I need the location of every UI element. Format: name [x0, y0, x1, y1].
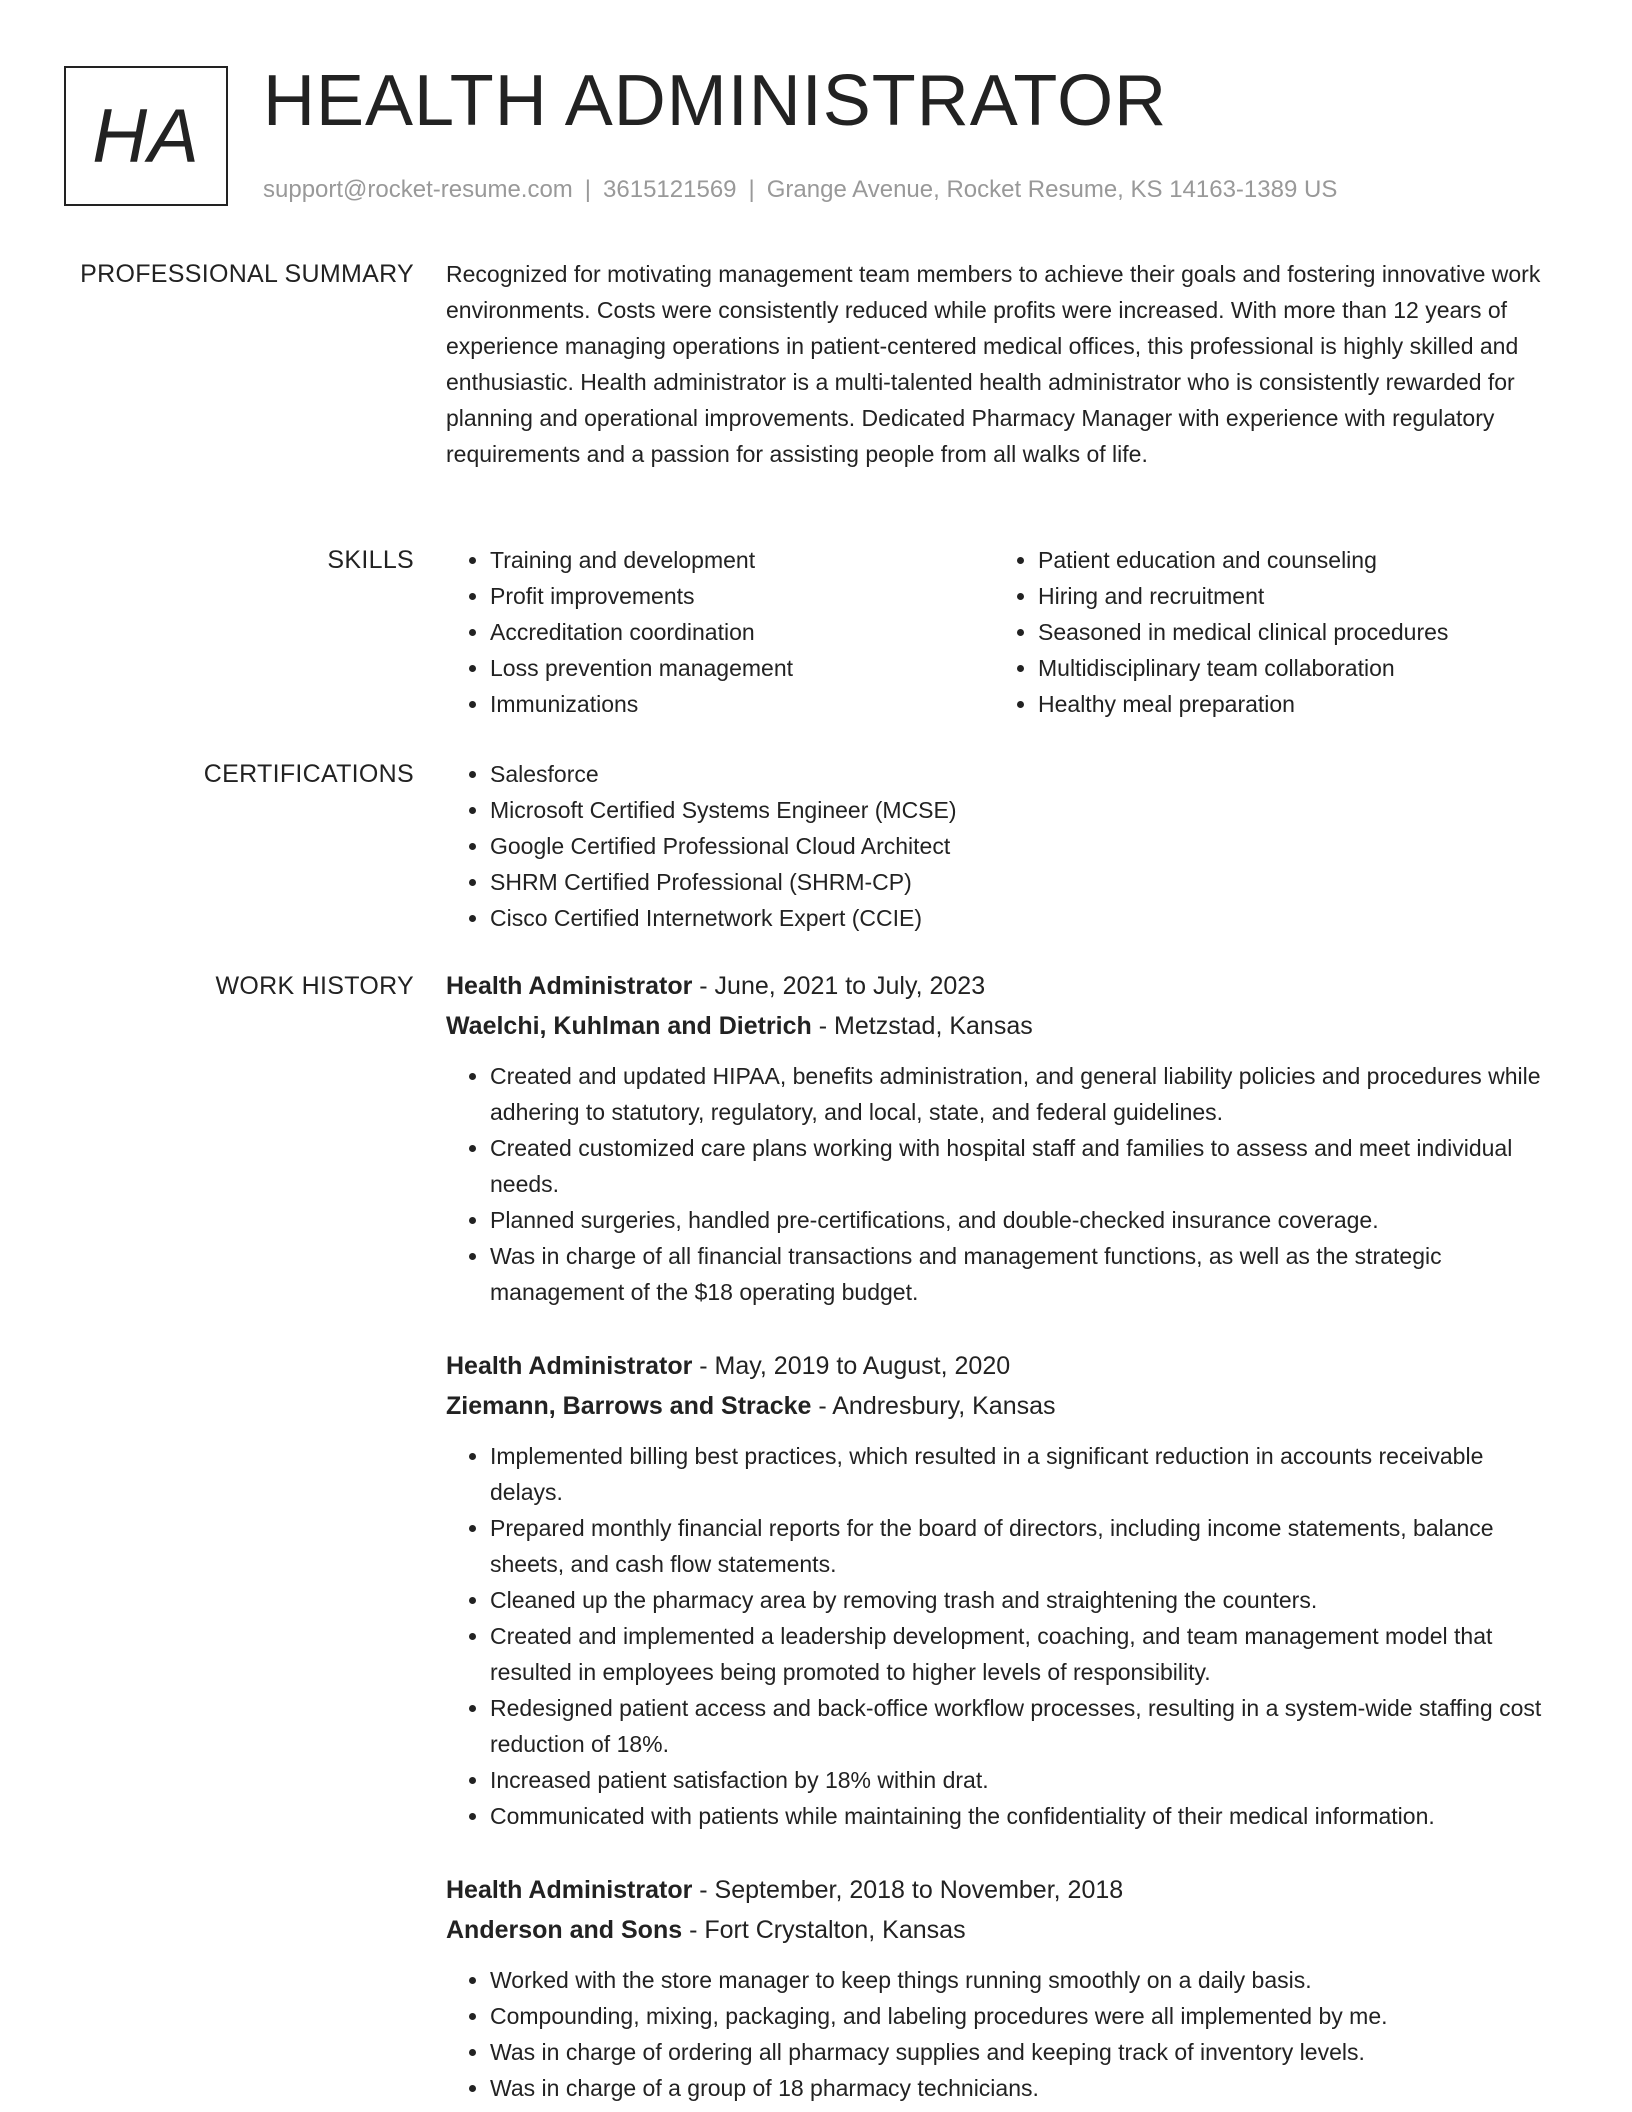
job-body	[446, 966, 1556, 1310]
summary-heading: PROFESSIONAL SUMMARY	[80, 260, 414, 288]
job-bullets	[446, 1438, 1556, 1834]
summary-body	[446, 256, 1556, 472]
contact-line	[263, 174, 1337, 206]
skills-list-right	[994, 542, 1542, 722]
resume-title: HEALTH ADMINISTRATOR	[263, 61, 1168, 141]
certification-item: • Google Certified Professional Cloud Architect	[490, 828, 1556, 864]
contact-email: support@rocket-resume.com	[263, 176, 573, 203]
skill-item: • Hiring and recruitment	[1038, 578, 1542, 614]
monogram-initials: HA	[92, 93, 200, 179]
job-body	[446, 1870, 1556, 2106]
job-bullet: • Planned surgeries, handled pre-certifications, and double-checked insurance coverage.	[490, 1202, 1556, 1238]
contact-separator: |	[584, 176, 592, 203]
job-company-line	[446, 1910, 1556, 1950]
skill-item: • Multidisciplinary team collaboration	[1038, 650, 1542, 686]
job-bullet: • Created customized care plans working with hospital staff and families to assess and meet individual needs.	[490, 1130, 1556, 1202]
skill-item: • Profit improvements	[490, 578, 994, 614]
job-bullets	[446, 1962, 1556, 2106]
job-bullet: • Communicated with patients while maintaining the confidentiality of their medical information.	[490, 1798, 1556, 1834]
job-title-line	[446, 1870, 1556, 1910]
skill-item: • Patient education and counseling	[1038, 542, 1542, 578]
skills-body	[446, 542, 1556, 722]
certifications-list	[446, 756, 1556, 936]
job-company-line	[446, 1006, 1556, 1046]
contact-address: Grange Avenue, Rocket Resume, KS 14163-1389 US	[766, 176, 1338, 203]
contact-phone: 3615121569	[603, 176, 737, 203]
skill-item: • Seasoned in medical clinical procedures	[1038, 614, 1542, 650]
job-title: Health Administrator	[446, 1352, 693, 1380]
job-dates: - June, 2021 to July, 2023	[692, 972, 986, 1000]
job-company-line	[446, 1386, 1556, 1426]
skills-heading: SKILLS	[327, 546, 414, 574]
contact-separator: |	[748, 176, 755, 203]
job-dates: - May, 2019 to August, 2020	[692, 1352, 1011, 1380]
job-bullet: • Was in charge of all financial transactions and management functions, as well as the strategic management of the $18 operating budget.	[490, 1238, 1556, 1310]
summary-text: Recognized for motivating management team members to achieve their goals and fostering innovative work environments. Costs were consistently reduced while profits were increased. With more than 12 years of experience managing operations in patient-centered medical offices, this professional is highly skilled and enthusiastic. Health administrator is a multi-talented health administrator who is consistently rewarded for planning and operational improvements. Dedicated Pharmacy Manager with experience with regulatory requirements and a passion for assisting people from all walks of life.	[446, 261, 1541, 467]
job-title: Health Administrator	[446, 1876, 693, 1904]
job-bullet: • Created and updated HIPAA, benefits administration, and general liability policies and procedures while adhering to statutory, regulatory, and local, state, and federal guidelines.	[490, 1058, 1556, 1130]
certifications-heading: CERTIFICATIONS	[203, 760, 414, 788]
job-location: - Metzstad, Kansas	[811, 1012, 1033, 1040]
skill-item: • Loss prevention management	[490, 650, 994, 686]
job-company: Waelchi, Kuhlman and Dietrich	[446, 1012, 812, 1040]
job-dates: - September, 2018 to November, 2018	[692, 1876, 1124, 1904]
job-bullets	[446, 1058, 1556, 1310]
monogram-box	[64, 66, 228, 206]
skill-item: • Training and development	[490, 542, 994, 578]
certification-item: • Salesforce	[490, 756, 1556, 792]
job-body	[446, 1346, 1556, 1834]
skill-item: • Healthy meal preparation	[1038, 686, 1542, 722]
skill-item: • Accreditation coordination	[490, 614, 994, 650]
job-bullet: • Was in charge of ordering all pharmacy supplies and keeping track of inventory levels.	[490, 2034, 1556, 2070]
job-bullet: • Compounding, mixing, packaging, and labeling procedures were all implemented by me.	[490, 1998, 1556, 2034]
job-bullet: • Cleaned up the pharmacy area by removing trash and straightening the counters.	[490, 1582, 1556, 1618]
job-bullet: • Prepared monthly financial reports for the board of directors, including income statements, balance sheets, and cash flow statements.	[490, 1510, 1556, 1582]
job-bullet: • Worked with the store manager to keep things running smoothly on a daily basis.	[490, 1962, 1556, 1998]
job-bullet: • Created and implemented a leadership development, coaching, and team management model that resulted in employees being promoted to higher levels of responsibility.	[490, 1618, 1556, 1690]
work-history-heading: WORK HISTORY	[215, 972, 414, 1000]
certification-item: • Microsoft Certified Systems Engineer (MCSE)	[490, 792, 1556, 828]
job-title-line	[446, 1346, 1556, 1386]
job-location: - Fort Crystalton, Kansas	[682, 1916, 966, 1944]
job-title: Health Administrator	[446, 972, 693, 1000]
certification-item: • Cisco Certified Internetwork Expert (CCIE)	[490, 900, 1556, 936]
certifications-body	[446, 756, 1556, 936]
job-bullet: • Redesigned patient access and back-office workflow processes, resulting in a system-wide staffing cost reduction of 18%.	[490, 1690, 1556, 1762]
job-location: - Andresbury, Kansas	[811, 1392, 1056, 1420]
job-company: Ziemann, Barrows and Stracke	[446, 1392, 812, 1420]
job-bullet: • Was in charge of a group of 18 pharmacy technicians.	[490, 2070, 1556, 2106]
certification-item: • SHRM Certified Professional (SHRM-CP)	[490, 864, 1556, 900]
job-bullet: • Implemented billing best practices, which resulted in a significant reduction in accounts receivable delays.	[490, 1438, 1556, 1510]
skills-list-left	[446, 542, 994, 722]
job-title-line	[446, 966, 1556, 1006]
skill-item: • Immunizations	[490, 686, 994, 722]
job-company: Anderson and Sons	[446, 1916, 683, 1944]
job-bullet: • Increased patient satisfaction by 18% within drat.	[490, 1762, 1556, 1798]
